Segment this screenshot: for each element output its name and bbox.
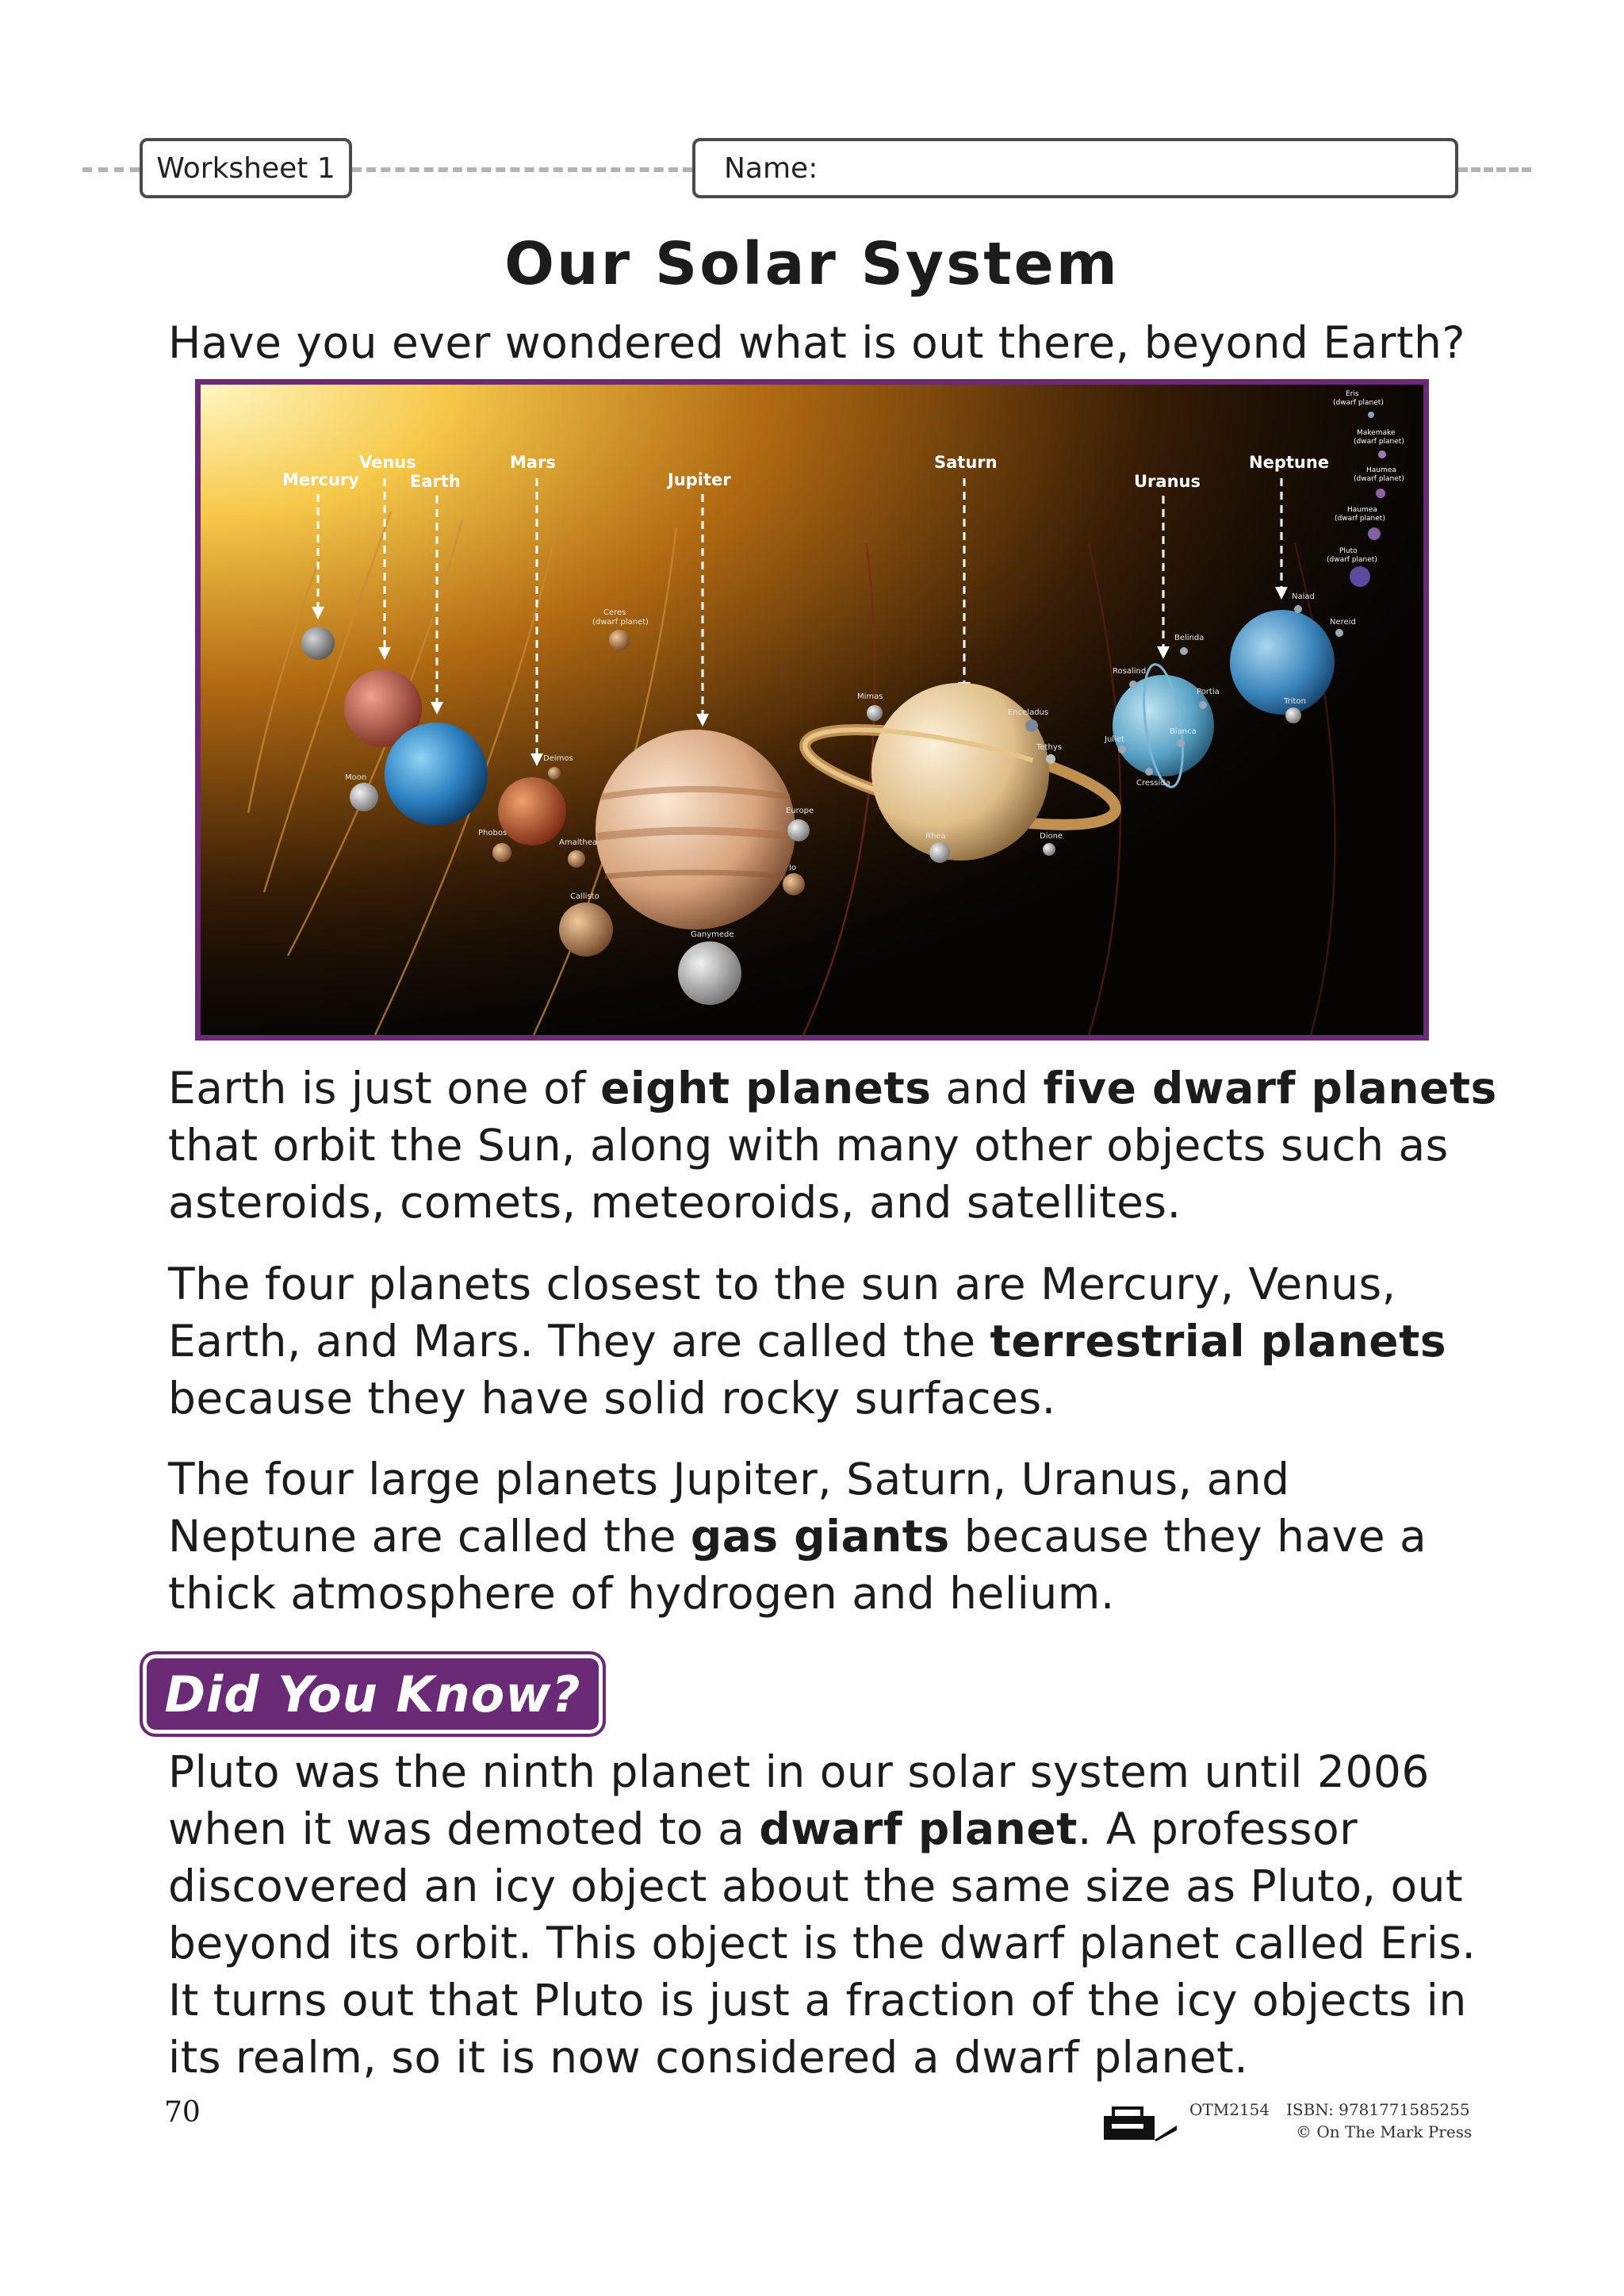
svg-text:Cressida: Cressida [1136,779,1170,788]
label-saturn: Saturn [934,453,998,472]
svg-text:(dwarf planet): (dwarf planet) [1354,438,1404,446]
svg-text:Haumea: Haumea [1366,466,1396,474]
svg-text:Ganymede: Ganymede [691,930,734,939]
svg-text:(dwarf planet): (dwarf planet) [1327,556,1377,564]
svg-text:Phobos: Phobos [478,829,508,838]
page-title: Our Solar System [504,230,1120,298]
bold-dwarf-planet: dwarf planet [759,1803,1078,1854]
svg-text:Rosalind: Rosalind [1113,667,1147,676]
bold-gas-giants: gas giants [690,1511,950,1562]
svg-text:Haumea: Haumea [1347,506,1377,514]
worksheet-label: Worksheet 1 [140,138,352,198]
label-earth: Earth [410,472,461,491]
mercury [301,627,335,660]
svg-text:(dwarf planet): (dwarf planet) [1354,475,1404,483]
svg-text:Belinda: Belinda [1174,634,1205,642]
svg-text:Makemake: Makemake [1357,429,1396,437]
svg-text:(dwarf planet): (dwarf planet) [592,618,649,627]
label-neptune: Neptune [1249,453,1330,472]
solar-system-illustration [201,385,1423,1035]
header-dash-left [82,167,140,172]
ceres [609,630,630,650]
svg-text:Eris: Eris [1346,390,1359,398]
name-label: Name: [724,151,818,185]
did-you-know-text: Pluto was the ninth planet in our solar system until 2006 when it was demoted to a dwarf planet. A professor discovered an icy object about the same size as Pluto, out beyond its orbit. This object is the dwarf planet called Eris. It turns out that Pluto is just a fraction of the icy objects in its realm, so it is now considered a dwarf planet. [168,1746,1477,2083]
svg-text:Moon: Moon [345,773,367,782]
neptune [1230,610,1335,715]
svg-text:Callisto: Callisto [570,892,599,901]
bold-eight-planets: eight planets [600,1063,932,1114]
label-mars: Mars [510,453,556,472]
svg-text:Ceres: Ceres [603,608,626,617]
isbn: ISBN: 9781771585255 [1286,2100,1470,2119]
earth [385,723,488,826]
svg-text:Triton: Triton [1284,697,1306,706]
svg-text:(dwarf planet): (dwarf planet) [1333,399,1384,407]
intro-text: Have you ever wondered what is out there, beyond Earth? [168,317,1466,368]
paragraph-terrestrial: The four planets closest to the sun are Mercury, Venus, Earth, and Mars. They are called the terrestrial planets because they have solid rocky surfaces. [168,1259,1447,1424]
svg-text:Europe: Europe [786,807,814,815]
label-venus: Venus [359,453,416,472]
svg-text:Mimas: Mimas [857,692,883,701]
header-dash-right [1458,167,1531,172]
bold-five-dwarf-planets: five dwarf planets [1043,1063,1497,1114]
publisher-logo-icon [1101,2102,1178,2141]
svg-text:(dwarf planet): (dwarf planet) [1335,515,1385,523]
solar-system-figure [195,379,1429,1041]
page-number: 70 [164,2096,201,2129]
header-dash-middle [352,167,692,172]
svg-text:Amalthea: Amalthea [559,838,598,847]
svg-text:Nereid: Nereid [1330,618,1356,627]
svg-text:Pluto: Pluto [1339,547,1358,555]
copyright: © On The Mark Press [1296,2122,1473,2141]
paragraph-gas-giants: The four large planets Jupiter, Saturn, Uranus, and Neptune are called the gas giants because they have a thick atmosphere of hydrogen and helium. [168,1454,1427,1619]
did-you-know-heading: Did You Know? [140,1651,606,1737]
svg-text:Dione: Dione [1040,832,1063,841]
svg-text:Portia: Portia [1197,688,1220,696]
svg-text:Bianca: Bianca [1170,727,1197,736]
paragraph-planets: Earth is just one of eight planets and five dwarf planets that orbit the Sun, along with many other objects such as asteroids, comets, meteoroids, and satellites. [168,1063,1497,1228]
svg-text:Rhea: Rhea [925,832,946,841]
svg-text:Io: Io [789,864,797,872]
label-jupiter: Jupiter [668,470,731,489]
name-field[interactable] [692,138,1458,198]
svg-text:Juliet: Juliet [1105,735,1124,744]
svg-text:Deimos: Deimos [543,754,573,763]
svg-text:Naiad: Naiad [1292,592,1315,601]
mars [498,777,566,845]
bold-terrestrial-planets: terrestrial planets [990,1316,1447,1366]
svg-text:Enceladus: Enceladus [1008,708,1049,717]
svg-text:Tethys: Tethys [1036,743,1062,752]
product-code: OTM2154 [1189,2100,1270,2119]
label-mercury: Mercury [282,470,359,489]
label-uranus: Uranus [1134,472,1201,491]
